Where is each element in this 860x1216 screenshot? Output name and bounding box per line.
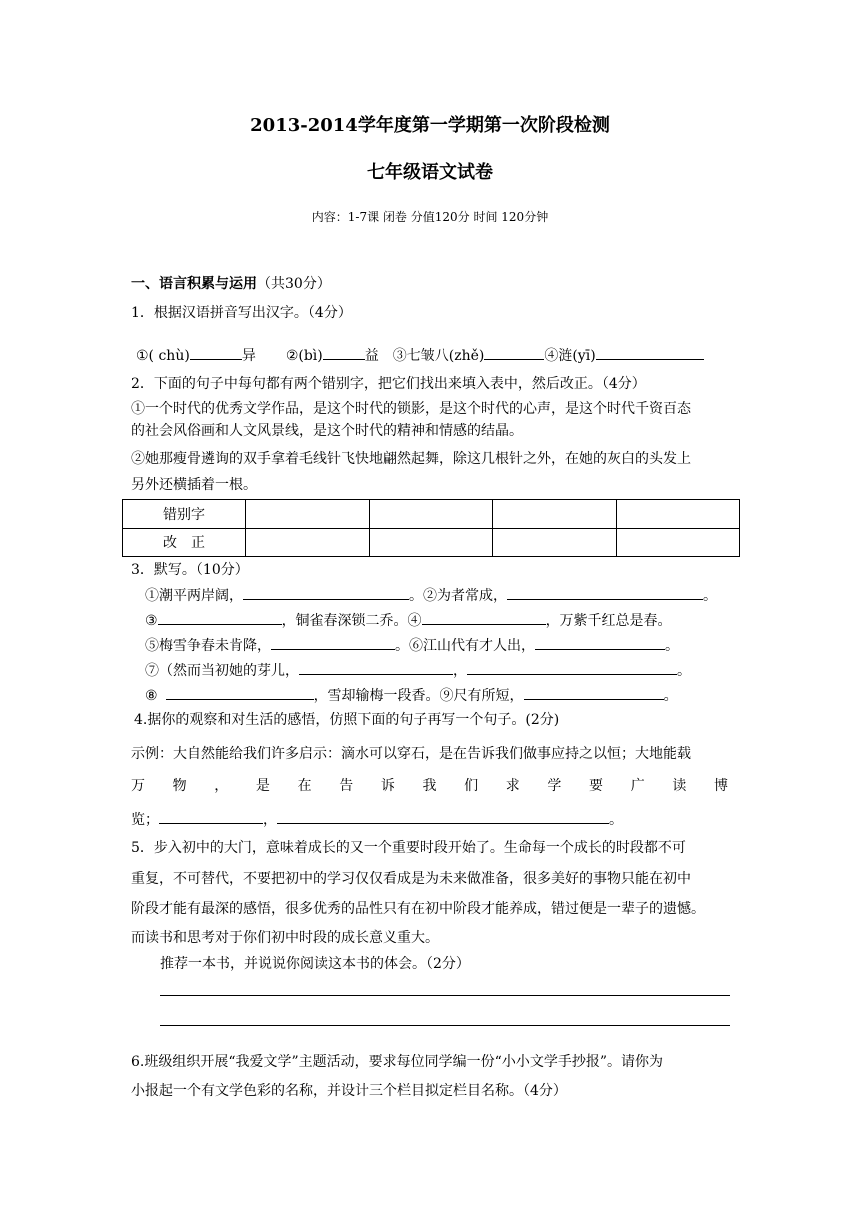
q3-blank[interactable]: [422, 609, 546, 625]
table-cell[interactable]: [493, 528, 617, 557]
q3-blank[interactable]: [166, 684, 314, 700]
q4-l3-mid: ，: [263, 812, 277, 828]
q2-sentence1-line2: 的社会风俗画和人文风景线，是这个时代的精神和情感的结晶。: [131, 423, 523, 439]
q3-line1: [145, 584, 717, 606]
q1-b-suffix: 益: [364, 348, 379, 364]
q4-l3-prefix: 览；: [131, 812, 159, 828]
q4-char: 物: [172, 778, 187, 794]
q3-stem: 3．默写。（10分）: [131, 562, 249, 578]
q4-char: ，: [214, 778, 229, 794]
q1-a-prefix: ①( chù): [136, 348, 190, 364]
q3-l4-end: 。: [677, 663, 691, 679]
table-cell[interactable]: [616, 528, 740, 557]
q3-l2-a: ③: [145, 613, 158, 629]
q4-char: 学: [547, 778, 562, 794]
q4-char: 万: [131, 778, 145, 794]
q3-l5-b: ，雪却输梅一段香。⑨尺有所短，: [313, 688, 524, 704]
q3-blank[interactable]: [524, 684, 664, 700]
q4-char: 们: [464, 778, 479, 794]
answer-line[interactable]: [160, 1025, 730, 1026]
q1-c-blank[interactable]: [484, 344, 544, 360]
q5-line3: 阶段才能有最深的感悟，很多优秀的品性只有在初中阶段才能养成，错过便是一辈子的遗憾。: [131, 901, 705, 917]
q3-l2-b: ，铜雀春深锁二乔。④: [281, 613, 422, 629]
q2-sentence2-line2: 另外还横插着一根。: [131, 477, 257, 493]
q3-blank[interactable]: [467, 659, 677, 675]
q1-answers: [136, 344, 704, 366]
section-points: （共30分）: [257, 276, 331, 292]
q1-c-prefix: ③七皱八(zhě): [392, 348, 485, 364]
q4-char: 博: [713, 778, 728, 794]
q3-blank[interactable]: [299, 659, 453, 675]
q4-char: 读: [672, 778, 687, 794]
q3-line2: [145, 609, 672, 631]
q3-blank[interactable]: [243, 584, 409, 600]
q5-line1: 5．步入初中的大门，意味着成长的又一个重要时段开始了。生命每一个成长的时段都不可: [131, 840, 686, 856]
q4-char: 告: [339, 778, 354, 794]
q3-l1-a: ①潮平两岸阔，: [145, 588, 243, 604]
q2-sentence2-line1: ②她那瘦骨遴询的双手拿着毛线针飞快地翩然起舞，除这几根针之外，在她的灰白的头发上: [131, 451, 691, 467]
q5-prompt: 推荐一本书，并说说你阅读这本书的体会。（2分）: [160, 956, 470, 972]
q1-a-suffix: 异: [241, 348, 256, 364]
q4-char: 求: [505, 778, 520, 794]
q4-example-line2: [131, 776, 728, 796]
q1-a-blank[interactable]: [190, 344, 242, 360]
exam-title: 2013-2014学年度第一学期第一次阶段检测: [250, 115, 610, 136]
q4-char: 要: [589, 778, 604, 794]
q3-l4-b: ，: [453, 663, 467, 679]
section-heading: [131, 274, 331, 294]
answer-line[interactable]: [160, 995, 730, 996]
table-row: [123, 528, 740, 557]
table-row: [123, 500, 740, 529]
section-heading-text: 一、语言积累与运用: [131, 276, 257, 292]
table-cell[interactable]: [616, 500, 740, 529]
q1-d-prefix: ④涟(yī): [544, 348, 596, 364]
q5-line2: 重复，不可替代，不要把初中的学习仅仅看成是为未来做准备，很多美好的事物只能在初中: [131, 871, 691, 887]
q3-blank[interactable]: [271, 634, 395, 650]
q3-blank[interactable]: [158, 609, 282, 625]
table-cell[interactable]: [493, 500, 617, 529]
q3-l3-a: ⑤梅雪争春未肯降，: [145, 638, 271, 654]
q6-line1: 6.班级组织开展“我爱文学”主题活动，要求每位同学编一份“小小文学手抄报”。请你为: [131, 1054, 663, 1070]
q3-line4: [145, 659, 691, 681]
exam-info: 内容：1-7课 闭卷 分值120分 时间 120分钟: [311, 210, 549, 224]
q2-sentence1-line1: ①一个时代的优秀文学作品，是这个时代的锁影，是这个时代的心声，是这个时代千资百态: [131, 401, 691, 417]
q4-char: 诉: [380, 778, 395, 794]
q3-line3: [145, 634, 679, 656]
q4-blank[interactable]: [159, 808, 263, 824]
q6-line2: 小报起一个有文学色彩的名称，并设计三个栏目拟定栏目名称。（4分）: [131, 1083, 567, 1099]
q3-blank[interactable]: [535, 634, 665, 650]
table-label-correct: 改 正: [123, 528, 246, 557]
q4-l3-end: 。: [609, 812, 623, 828]
q2-answer-table: [122, 499, 740, 557]
q4-example-line3: [131, 808, 623, 830]
q1-b-blank[interactable]: [323, 344, 365, 360]
q5-line4: 而读书和思考对于你们初中时段的成长意义重大。: [131, 930, 439, 946]
q3-l3-b: 。⑥江山代有才人出，: [395, 638, 535, 654]
table-cell[interactable]: [246, 500, 370, 529]
q3-l2-c: ，万紫千红总是春。: [545, 613, 672, 629]
table-cell[interactable]: [246, 528, 370, 557]
q3-l1-end: 。: [703, 588, 717, 604]
q3-l5-end: 。: [663, 688, 678, 704]
q3-line5: [145, 684, 678, 706]
q1-stem: 1．根据汉语拼音写出汉字。（4分）: [131, 305, 352, 321]
q4-stem: 4.据你的观察和对生活的感悟，仿照下面的句子再写一个句子。(2分): [134, 712, 560, 728]
q2-stem: 2．下面的句子中每句都有两个错别字，把它们找出来填入表中，然后改正。（4分）: [131, 376, 646, 392]
q1-b-prefix: ②(bì): [285, 348, 323, 364]
q4-char: 广: [630, 778, 645, 794]
q3-l3-end: 。: [665, 638, 679, 654]
q1-d-blank[interactable]: [596, 344, 704, 360]
q3-l4-a: ⑦（然而当初她的芽儿，: [145, 663, 299, 679]
table-cell[interactable]: [369, 500, 493, 529]
q4-char: 我: [422, 778, 437, 794]
table-cell[interactable]: [369, 528, 493, 557]
table-label-wrong: 错别字: [123, 500, 246, 529]
q3-l5-a: ⑧: [145, 688, 158, 704]
exam-subtitle: 七年级语文试卷: [367, 162, 493, 183]
q4-example-line1: 示例：大自然能给我们许多启示：滴水可以穿石，是在告诉我们做事应持之以恒；大地能载: [131, 746, 691, 762]
q4-char: 在: [297, 778, 312, 794]
q3-l1-b: 。②为者常成，: [409, 588, 507, 604]
q3-blank[interactable]: [507, 584, 703, 600]
q4-char: 是: [255, 778, 270, 794]
q4-blank[interactable]: [277, 808, 609, 824]
